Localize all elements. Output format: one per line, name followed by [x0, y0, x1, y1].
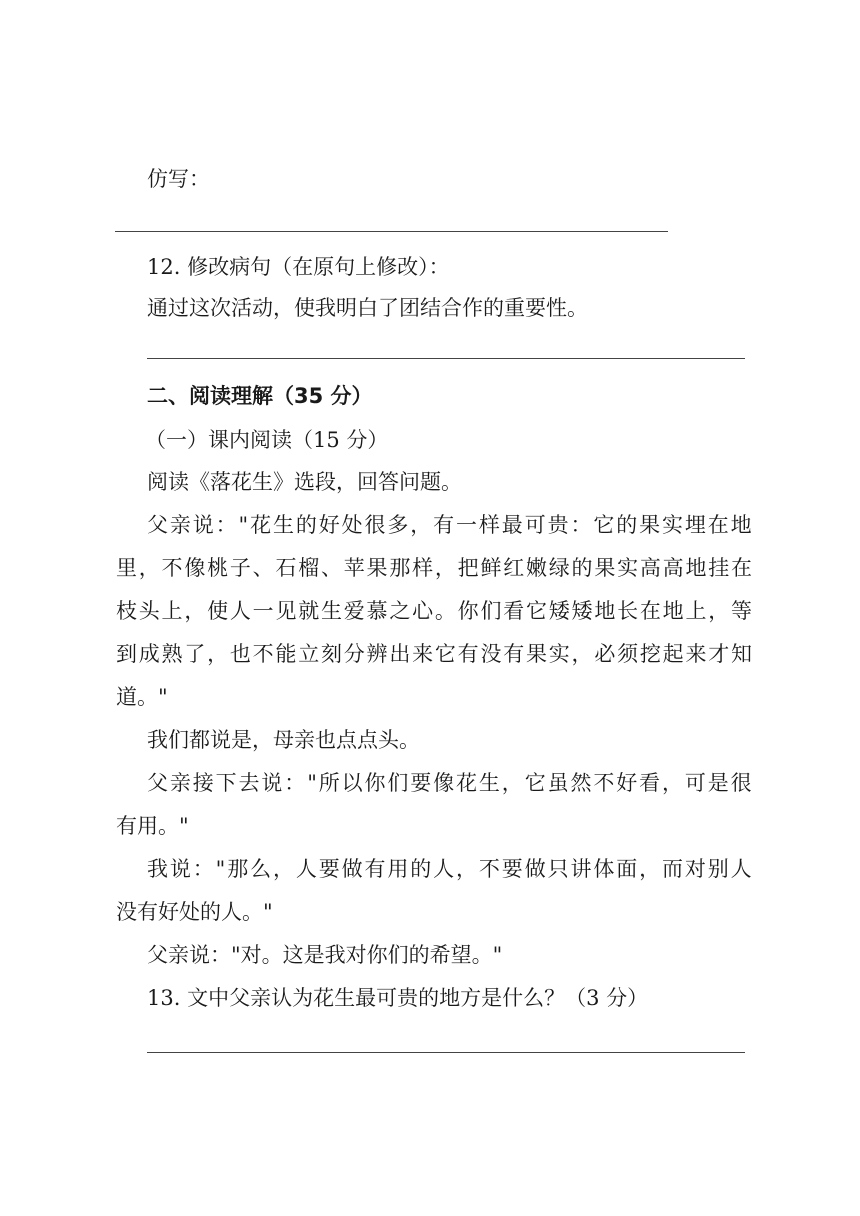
passage-line: 父亲接下去说："所以你们要像花生，它虽然不好看，可是很	[147, 771, 754, 795]
passage-line: 父亲说："花生的好处很多，有一样最可贵：它的果实埋在地	[147, 513, 754, 537]
passage-line: 父亲说："对。这是我对你们的希望。"	[147, 943, 503, 967]
answer-line-q13	[147, 1052, 745, 1053]
answer-line-imitate	[115, 231, 668, 232]
question-13-prompt: 13. 文中父亲认为花生最可贵的地方是什么？（3 分）	[147, 986, 649, 1010]
question-12-sentence: 通过这次活动，使我明白了团结合作的重要性。	[147, 296, 588, 320]
passage-line: 里，不像桃子、石榴、苹果那样，把鲜红嫩绿的果实高高地挂在	[116, 556, 754, 580]
answer-line-q12	[147, 358, 745, 359]
section-2-subheading: （一）课内阅读（15 分）	[145, 428, 389, 452]
passage-line: 道。"	[116, 685, 168, 709]
question-12-prompt: 12. 修改病句（在原句上修改）：	[147, 255, 450, 279]
reading-instruction: 阅读《落花生》选段，回答问题。	[147, 470, 462, 494]
passage-line: 到成熟了，也不能立刻分辨出来它有没有果实，必须挖起来才知	[116, 642, 754, 666]
imitate-label: 仿写：	[147, 167, 210, 191]
passage-line: 我们都说是，母亲也点点头。	[147, 728, 420, 752]
passage-line: 有用。"	[116, 814, 189, 838]
passage-line: 没有好处的人。"	[116, 900, 273, 924]
section-2-heading: 二、阅读理解（35 分）	[147, 384, 373, 408]
passage-line: 我说："那么，人要做有用的人，不要做只讲体面，而对别人	[147, 857, 754, 881]
passage-line: 枝头上，使人一见就生爱慕之心。你们看它矮矮地长在地上，等	[116, 599, 754, 623]
